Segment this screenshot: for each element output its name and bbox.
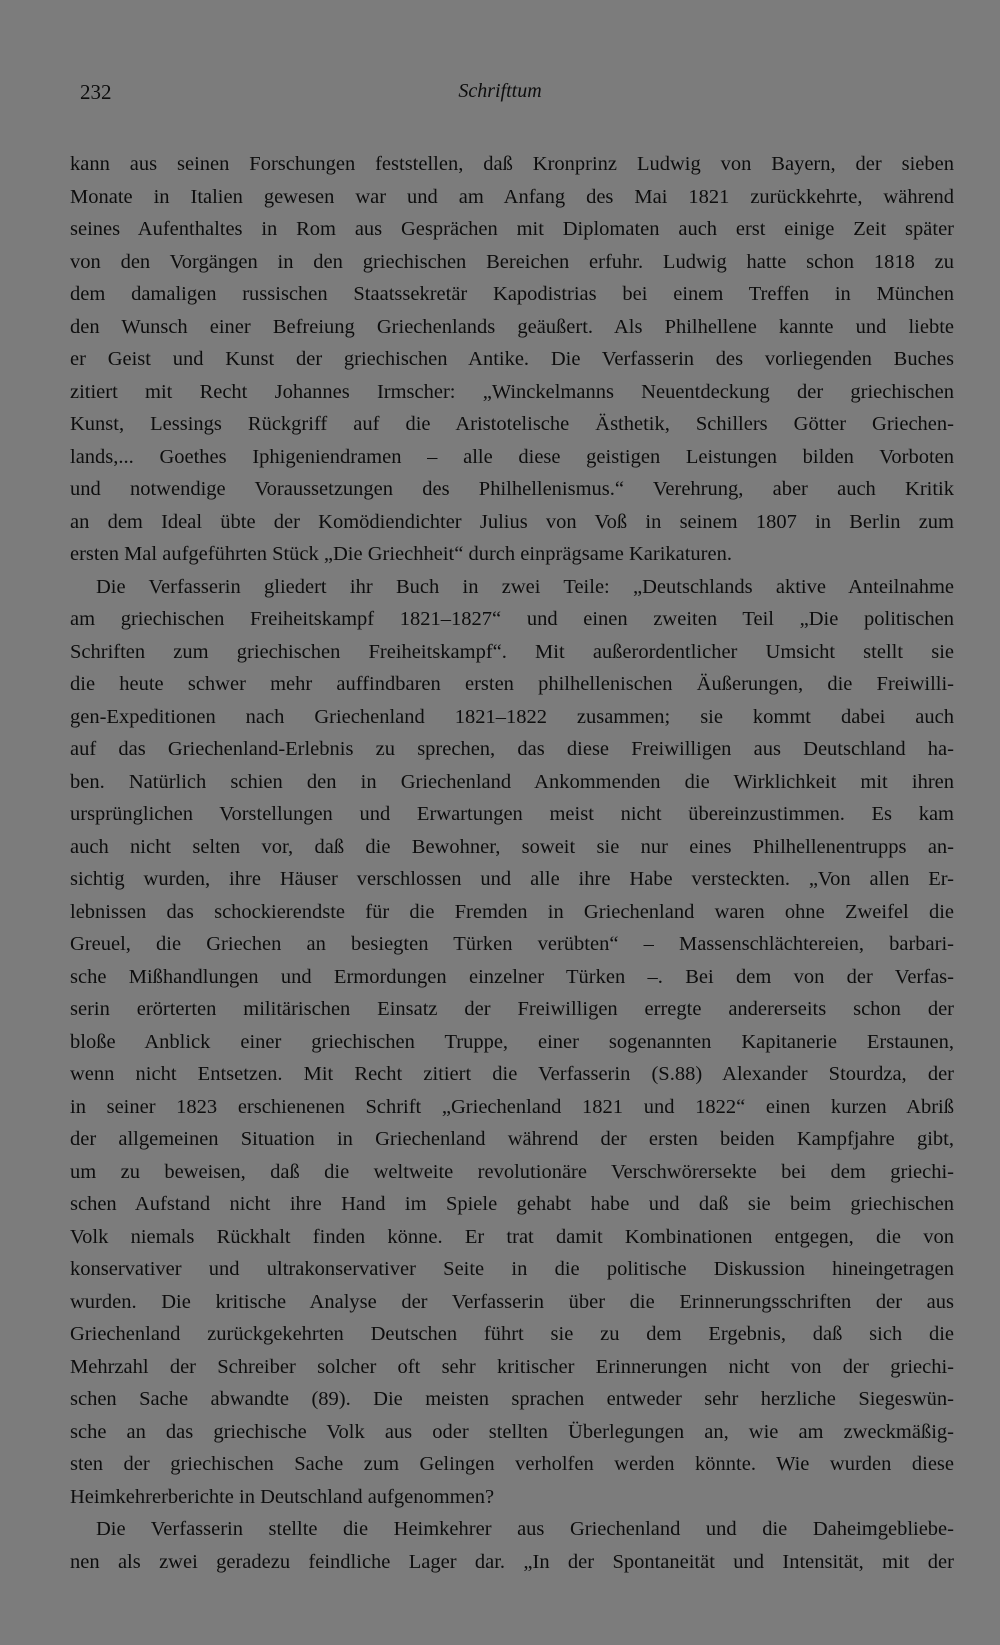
- text-line: um zu beweisen, daß die weltweite revolutionäre Verschwörersekte bei dem griechi-: [70, 1160, 954, 1183]
- text-line: sche an das griechische Volk aus oder stellten Überlegungen an, wie am zweckmäßig-: [70, 1420, 954, 1443]
- text-line: bloße Anblick einer griechischen Truppe, einer sogenannten Kapitanerie Erstaunen,: [70, 1030, 954, 1053]
- text-line: sche Mißhandlungen und Ermordungen einzelner Türken –. Bei dem von der Verfas-: [70, 965, 954, 988]
- text-line: lebnissen das schockierendste für die Fremden in Griechenland waren ohne Zweifel die: [70, 900, 954, 923]
- text-line: gen-Expeditionen nach Griechenland 1821–1822 zusammen; sie kommt dabei auch: [70, 705, 954, 728]
- text-line: am griechischen Freiheitskampf 1821–1827“ und einen zweiten Teil „Die politischen: [70, 608, 954, 630]
- text-line: schen Aufstand nicht ihre Hand im Spiele gehabt habe und daß sie beim griechischen: [70, 1193, 954, 1215]
- text-line: ben. Natürlich schien den in Griechenland Ankommenden die Wirklichkeit mit ihren: [70, 770, 954, 793]
- text-line: wenn nicht Entsetzen. Mit Recht zitiert die Verfasserin (S.88) Alexander Stourdza, der: [70, 1063, 954, 1085]
- text-line: Monate in Italien gewesen war und am Anfang des Mai 1821 zurückkehrte, während: [70, 185, 954, 208]
- text-line: an dem Ideal übte der Komödiendichter Julius von Voß in seinem 1807 in Berlin zum: [70, 510, 954, 533]
- text-line: kann aus seinen Forschungen feststellen, daß Kronprinz Ludwig von Bayern, der sieben: [70, 153, 954, 175]
- text-line: auch nicht selten vor, daß die Bewohner, soweit sie nur eines Philhellenentrupps an-: [70, 835, 954, 858]
- text-line: konservativer und ultrakonservativer Seite in die politische Diskussion hineingetragen: [70, 1258, 954, 1280]
- text-line: Die Verfasserin stellte die Heimkehrer aus Griechenland und die Daheimgebliebe-: [96, 1518, 954, 1540]
- text-line: dem damaligen russischen Staatssekretär Kapodistrias bei einem Treffen in München: [70, 283, 954, 305]
- text-line: auf das Griechenland-Erlebnis zu sprechen, das diese Freiwilligen aus Deutschland ha-: [70, 738, 954, 760]
- text-line: sten der griechischen Sache zum Gelingen verholfen werden könnte. Wie wurden diese: [70, 1453, 954, 1475]
- text-line: zitiert mit Recht Johannes Irmscher: „Winckelmanns Neuentdeckung der griechischen: [70, 380, 954, 403]
- text-line: er Geist und Kunst der griechischen Antike. Die Verfasserin des vorliegenden Buches: [70, 348, 954, 370]
- text-line: Heimkehrerberichte in Deutschland aufgenommen?: [70, 1485, 495, 1508]
- text-line: Greuel, die Griechen an besiegten Türken verübten“ – Massenschlächtereien, barbari-: [70, 933, 954, 955]
- text-line: der allgemeinen Situation in Griechenland während der ersten beiden Kampfjahre gibt,: [70, 1128, 954, 1150]
- text-line: Griechenland zurückgekehrten Deutschen führt sie zu dem Ergebnis, daß sich die: [70, 1323, 954, 1345]
- text-line: und notwendige Voraussetzungen des Philhellenismus.“ Verehrung, aber auch Kritik: [70, 478, 954, 500]
- text-line: Schriften zum griechischen Freiheitskampf“. Mit außerordentlicher Umsicht stellt sie: [70, 640, 954, 663]
- text-line: seines Aufenthaltes in Rom aus Gesprächen mit Diplomaten auch erst einige Zeit später: [70, 218, 954, 240]
- text-line: die heute schwer mehr auffindbaren ersten philhellenischen Äußerungen, die Freiwilli-: [70, 673, 954, 695]
- text-line: ersten Mal aufgeführten Stück „Die Griechheit“ durch einprägsame Karikaturen.: [70, 543, 732, 565]
- text-line: nen als zwei geradezu feindliche Lager dar. „In der Spontaneität und Intensität, mit der: [70, 1550, 954, 1573]
- text-line: ursprünglichen Vorstellungen und Erwartungen meist nicht übereinzustimmen. Es kam: [70, 803, 954, 825]
- text-line: in seiner 1823 erschienenen Schrift „Griechenland 1821 und 1822“ einen kurzen Abriß: [70, 1095, 954, 1118]
- text-line: sichtig wurden, ihre Häuser verschlossen und alle ihre Habe versteckten. „Von allen Er-: [70, 868, 954, 890]
- text-line: von den Vorgängen in den griechischen Bereichen erfuhr. Ludwig hatte schon 1818 zu: [70, 250, 954, 273]
- text-line: Volk niemals Rückhalt finden könne. Er trat damit Kombinationen entgegen, die von: [70, 1225, 954, 1248]
- body-text: [70, 148, 954, 1578]
- text-line: den Wunsch einer Befreiung Griechenlands geäußert. Als Philhellene kannte und liebte: [70, 315, 954, 338]
- text-line: wurden. Die kritische Analyse der Verfasserin über die Erinnerungsschriften der aus: [70, 1290, 954, 1313]
- text-line: Kunst, Lessings Rückgriff auf die Aristotelische Ästhetik, Schillers Götter Griechen-: [70, 413, 954, 435]
- text-line: lands,... Goethes Iphigeniendramen – alle diese geistigen Leistungen bilden Vorboten: [70, 445, 954, 468]
- text-line: Die Verfasserin gliedert ihr Buch in zwei Teile: „Deutschlands aktive Anteilnahme: [96, 575, 954, 598]
- text-line: Mehrzahl der Schreiber solcher oft sehr kritischer Erinnerungen nicht von der griechi-: [70, 1355, 954, 1378]
- text-line: serin erörterten militärischen Einsatz der Freiwilligen erregte andererseits schon der: [70, 998, 954, 1020]
- text-line: schen Sache abwandte (89). Die meisten sprachen entweder sehr herzliche Siegeswün-: [70, 1388, 954, 1410]
- running-head: Schrifttum: [458, 80, 542, 102]
- page-number: 232: [80, 80, 112, 104]
